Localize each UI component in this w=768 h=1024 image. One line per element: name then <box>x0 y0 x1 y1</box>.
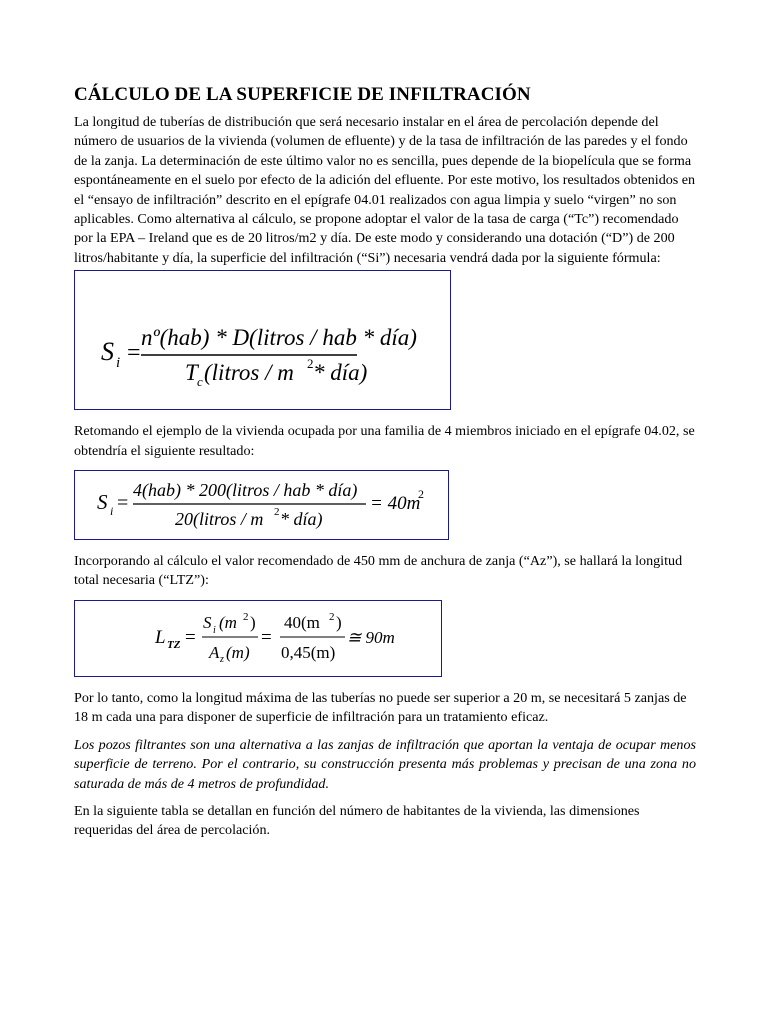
document-page <box>74 84 696 841</box>
formula-numerator: nº(hab) * D(litros / hab * día) <box>141 325 417 351</box>
formula2-denominator-sup: 2 <box>274 506 280 519</box>
formula2-numerator: 4(hab) * 200(litros / hab * día) <box>133 480 358 501</box>
formula2-denominator-end: * día) <box>280 509 323 530</box>
svg-text:=: = <box>185 626 196 648</box>
paragraph-wells-note: Los pozos filtrantes son una alternativa a las zanjas de infiltración que aportan la ventaja de ocupar menos superficie de terreno. Por el contrario, su construcción presenta más problemas y precisan de una zona no saturada de más de 4 metros de profundidad. <box>74 736 696 792</box>
paragraph-intro: La longitud de tuberías de distribución que será necesario instalar en el área de percolación depende del número de usuarios de la vivienda (volumen de efluente) y de la tasa de infiltración de las paredes y el fondo de la zanja. La determinación de este último valor no es sencilla, pues depende de la biopelícula que se forma espontáneamente en el suelo por efecto de la adición del efluente. Por este motivo, los resultados obtenidos en el “ensayo de infiltración” descrito en el epígrafe 04.01 realizados con agua limpia y suelo “virgen” no son aplicables. Como alternativa al cálculo, se propone adoptar el valor de la tasa de carga (“Tc”) recomendado por la EPA – Ireland que es de 20 litros/m2 y día. De este modo y considerando una dotación (“D”) de 200 litros/habitante y día, la superficie del infiltración (“Si”) necesaria vendrá dada por la siguiente fórmula: <box>74 114 696 266</box>
formula-lhs-sub: i <box>116 355 121 372</box>
paragraph-conclusion: Por lo tanto, como la longitud máxima de las tuberías no puede ser superior a 20 m, se necesitará 5 zanjas de 18 m cada una para disponer de superficie de infiltración para un tratamiento eficaz. <box>74 689 687 726</box>
formula2-lhs: S <box>97 490 108 515</box>
formula-denominator-sub: c <box>197 374 203 390</box>
formula2-denominator: 20(litros / m <box>175 509 264 530</box>
paragraph-table-intro: En la siguiente tabla se detallan en función del número de habitantes de la vivienda, las dimensiones requeridas del área de percolación. <box>74 802 640 839</box>
formula3-lhs: L <box>155 626 166 648</box>
formula-trench-length-graphic <box>75 601 441 676</box>
formula3-num1-end: (m <box>219 612 237 632</box>
formula-trench-length <box>74 600 442 677</box>
formula-denominator-sup: 2 <box>307 356 314 372</box>
formula3-result: ≅ 90m <box>347 627 395 647</box>
formula-example-result-graphic <box>75 471 448 539</box>
formula3-num2: 40(m <box>284 612 320 632</box>
formula-denominator-end: * día) <box>313 360 368 386</box>
formula2-result: = 40m <box>370 493 421 515</box>
formula-denominator-post: (litros / m <box>204 360 294 386</box>
formula3-num2-close: ) <box>336 612 342 632</box>
formula3-den2: 0,45(m) <box>281 642 336 662</box>
formula2-result-sup: 2 <box>418 487 424 502</box>
formula3-num1-sub: i <box>213 624 216 636</box>
svg-text:=: = <box>117 492 129 515</box>
formula3-lhs-sub: TZ <box>167 638 181 651</box>
page-title: CÁLCULO DE LA SUPERFICIE DE INFILTRACIÓN <box>74 84 531 105</box>
formula-lhs: S <box>101 337 114 367</box>
formula3-num1-close: ) <box>250 612 256 632</box>
formula3-num1: S <box>203 612 212 632</box>
formula3-den1: A <box>209 642 220 662</box>
paragraph-trench-width: Incorporando al cálculo el valor recomendado de 450 mm de anchura de zanja (“Az”), se hallará la longitud total necesaria (“LTZ”): <box>74 553 683 589</box>
svg-text:=: = <box>127 340 141 367</box>
svg-text:=: = <box>261 626 272 648</box>
formula3-den1-sub: z <box>220 653 224 665</box>
paragraph-example: Retomando el ejemplo de la vivienda ocupada por una familia de 4 miembros iniciado en el epígrafe 04.02, se obtendría el siguiente resultado: <box>74 423 695 459</box>
formula3-num2-sup: 2 <box>329 610 335 623</box>
formula-infiltration-surface-graphic <box>75 271 450 409</box>
formula-denominator-pre: T <box>185 360 198 386</box>
formula-infiltration-surface <box>74 270 451 410</box>
formula2-lhs-sub: i <box>110 504 114 519</box>
formula3-num1-sup: 2 <box>243 610 249 623</box>
formula-example-result <box>74 470 449 540</box>
formula3-den1-end: (m) <box>226 642 250 662</box>
